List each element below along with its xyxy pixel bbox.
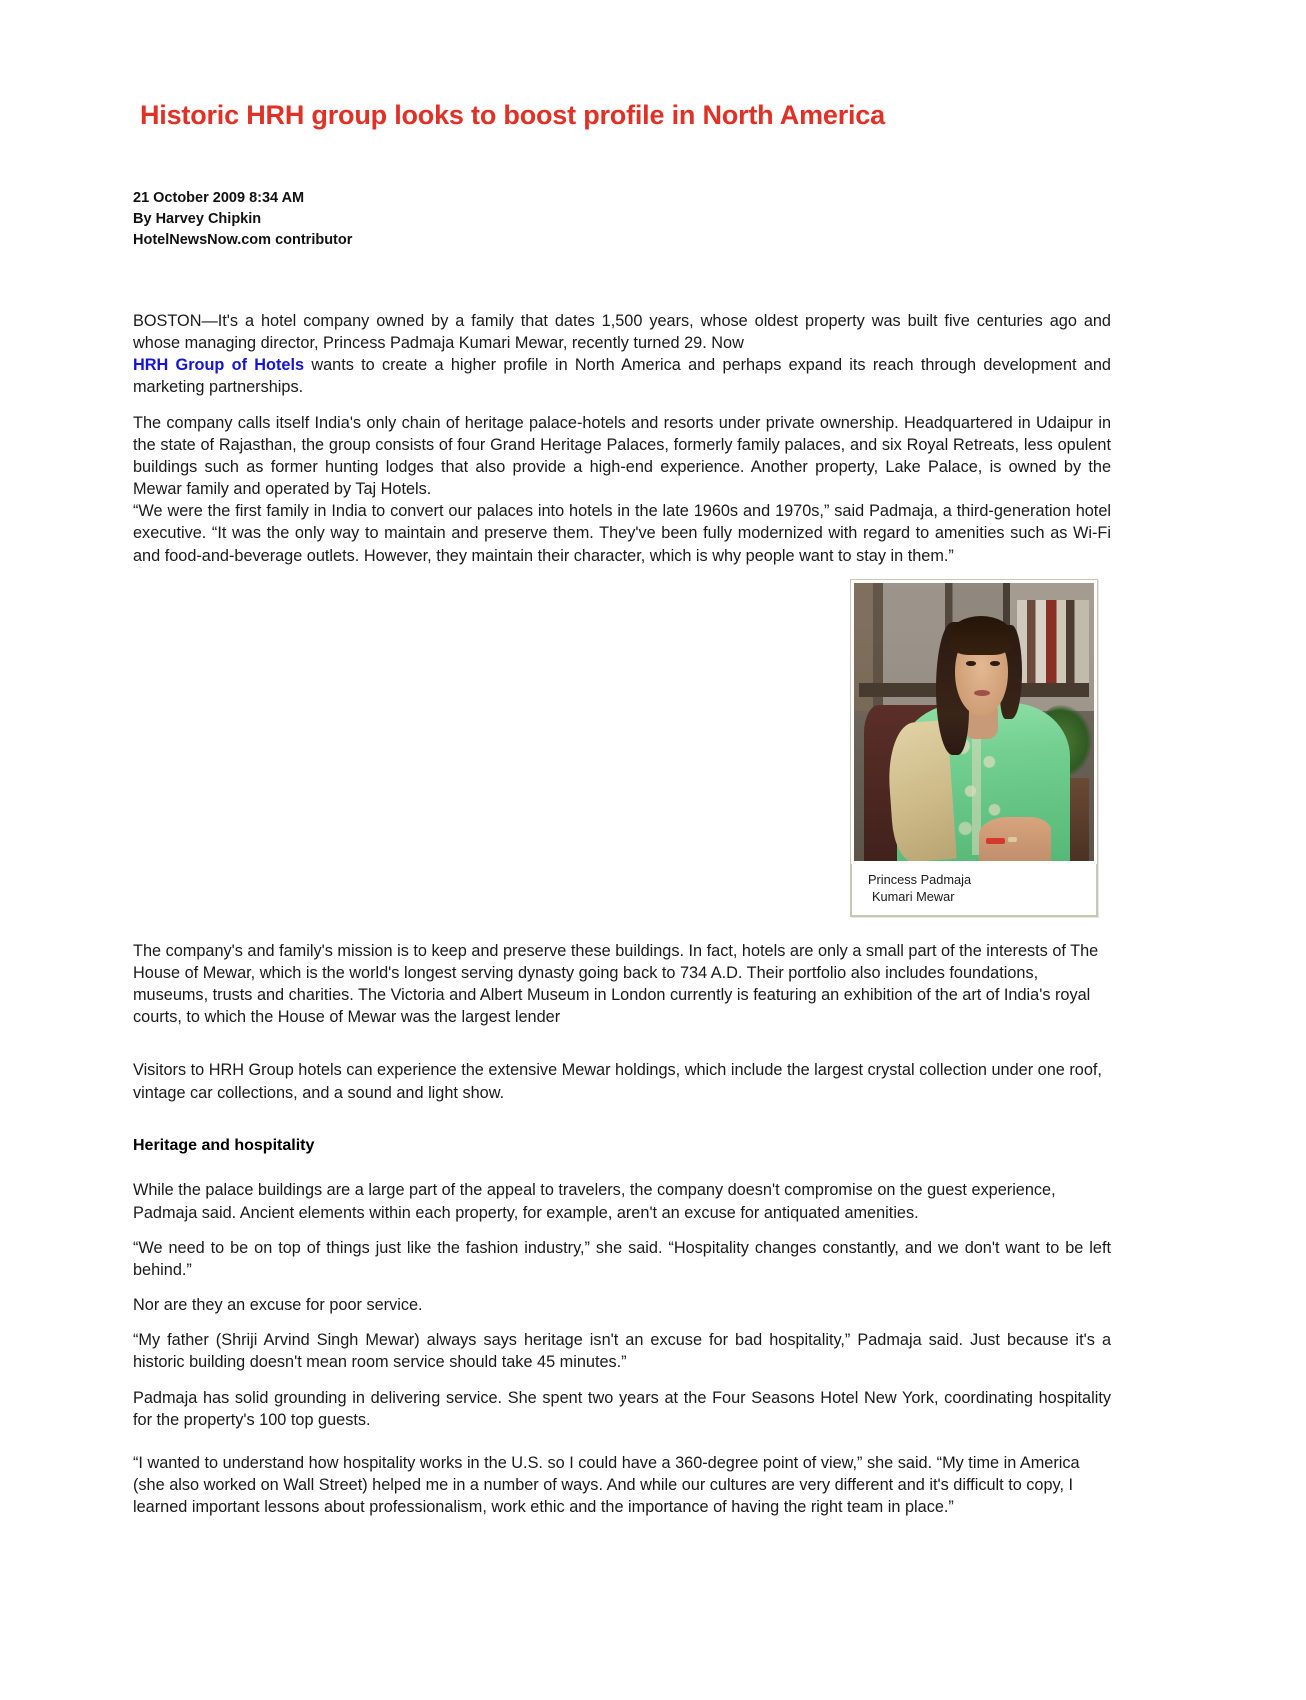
paragraph-gap-3 (133, 1169, 1111, 1179)
figure-flow-spacer (133, 580, 1111, 940)
paragraph-7: “We need to be on top of things just like the fashion industry,” she said. “Hospitality changes constantly, and we don't want to be left behind.” (133, 1238, 1111, 1279)
paragraph-4: The company's and family's mission is to keep and preserve these buildings. In fact, hotels are only a small part of the interests of The House of Mewar, which is the world's longest serving dynasty going back to 734 A.D. Their portfolio also includes foundations, museums, trusts and charities. The Victoria and Albert Museum in London currently is featuring an exhibition of the art of India's royal courts, to which the House of Mewar was the largest lender (133, 941, 1099, 1027)
paragraph-3: “We were the first family in India to convert our palaces into hotels in the late 1960s and 1970s,” said Padmaja, a third-generation hotel executive. “It was the only way to maintain and preserve them. They've been fully modernized with regard to amenities such as Wi-Fi and food-and-beverage outlets. However, they maintain their character, which is why people want to stay in them.” (133, 502, 1111, 565)
paragraph-10: Padmaja has solid grounding in delivering service. She spent two years at the Four Seasons Hotel New York, coordinating hospitality for the property's 100 top guests. (133, 1388, 1111, 1429)
byline-date: 21 October 2009 8:34 AM (133, 190, 305, 206)
paragraph-11: “I wanted to understand how hospitality works in the U.S. so I could have a 360-degree point of view,” she said. “My time in America (she also worked on Wall Street) helped me in a number of ways. And while our cultures are very different and it's difficult to copy, I learned important lessons about professionalism, work ethic and the importance of having the right team in place.” (133, 1453, 1080, 1517)
paragraph-gap-1 (133, 1041, 1111, 1059)
paragraph-1-text-after-link: wants to create a higher profile in North America and perhaps expand its reach through development and marketing partnerships. (133, 356, 1111, 397)
paragraph-6: While the palace buildings are a large part of the appeal to travelers, the company doesn't compromise on the guest experience, Padmaja said. Ancient elements within each property, for example, aren't an excuse for antiquated amenities. (133, 1181, 1056, 1222)
paragraph-1 (133, 310, 1111, 399)
page-title: Historic HRH group looks to boost profile in North America (140, 100, 885, 131)
paragraph-2: The company calls itself India's only chain of heritage palace-hotels and resorts under private ownership. Headquartered in Udaipur in the state of Rajasthan, the group consists of four Grand Heritage Palaces, formerly family palaces, and six Royal Retreats, less opulent buildings such as former hunting lodges that also provide a high-end experience. Another property, Lake Palace, is owned by the Mewar family and operated by Taj Hotels. (133, 413, 1111, 499)
byline-author: By Harvey Chipkin (133, 211, 262, 228)
hrh-group-of-hotels-link[interactable]: HRH Group of Hotels (133, 356, 305, 375)
caption-line-1: Princess Padmaja (868, 872, 972, 887)
paragraph-1-text-before-link: BOSTON—It's a hotel company owned by a family that dates 1,500 years, whose oldest property was built five centuries ago and whose managing director, Princess Padmaja Kumari Mewar, recently turned 29. Now (133, 312, 1111, 353)
byline-affiliation: HotelNewsNow.com contributor (133, 232, 353, 249)
paragraph-8: Nor are they an excuse for poor service. (133, 1296, 423, 1315)
article-body (133, 310, 1111, 1531)
caption-line-2: Kumari Mewar (872, 889, 955, 905)
paragraph-9: “My father (Shriji Arvind Singh Mewar) always says heritage isn't an excuse for bad hospitality,” Padmaja said. Just because it's a historic building doesn't mean room service should take 45 minutes.” (133, 1331, 1111, 1372)
section-subhead-heritage-and-hospitality: Heritage and hospitality (133, 1136, 315, 1154)
paragraph-5: Visitors to HRH Group hotels can experience the extensive Mewar holdings, which include the largest crystal collection under one roof, vintage car collections, and a sound and light show. (133, 1061, 1102, 1102)
paragraph-gap-4 (133, 1444, 1111, 1452)
paragraph-gap-2 (133, 1117, 1111, 1135)
byline (133, 188, 352, 251)
